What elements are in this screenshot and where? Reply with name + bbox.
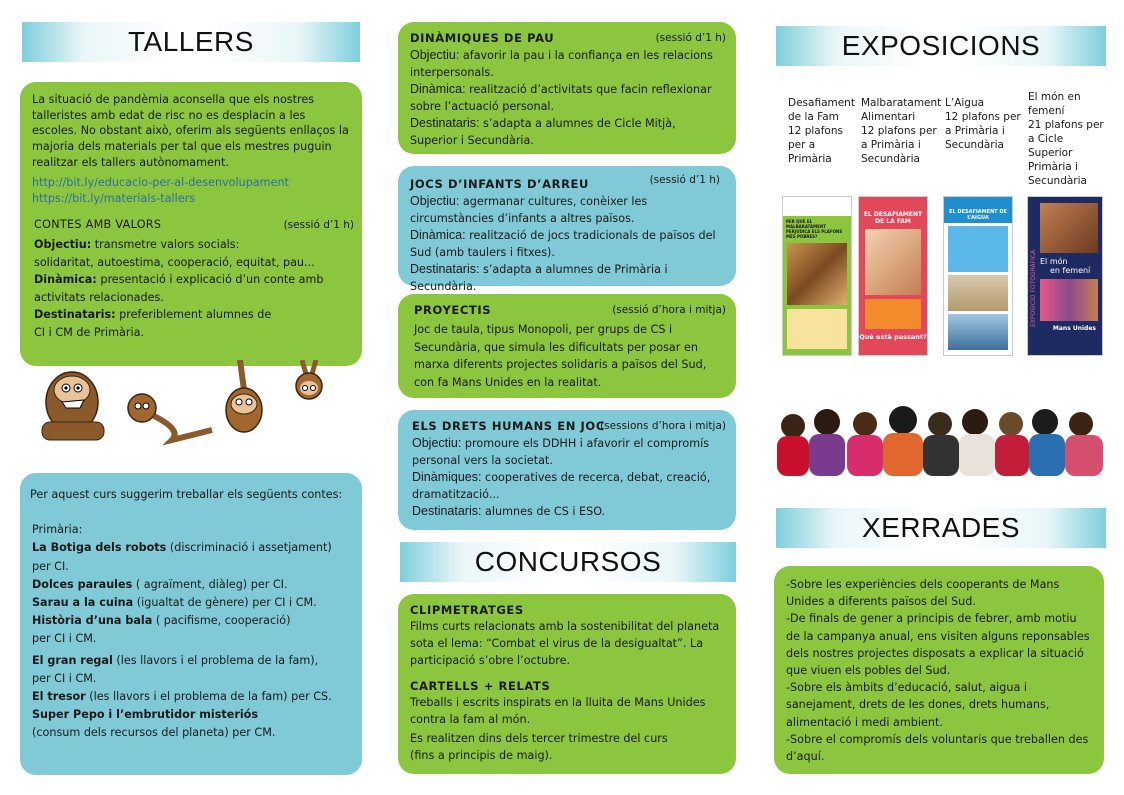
xerrades-box [774, 566, 1104, 774]
contes-box [20, 473, 362, 775]
conte-title: La Botiga dels robots [32, 541, 167, 555]
expo-detail: 12 plafons per a Primària [788, 125, 843, 165]
conte-desc: (les llavors i el problema de la fam) per CS. [85, 690, 332, 704]
expo-name: El món en femení [1028, 91, 1081, 117]
proyectis-text: Joc de taula, tipus Monopoli, per grups de CS i Secundària, que simula les dificultats per posar en marxa diferents projectes solidaris a països del Sud, con fa Mans Unides en la realitat. [414, 323, 707, 389]
contes-din-text: presentació i explicació d’un conte amb [96, 273, 324, 287]
jocs-dest-label: Destinataris: [410, 262, 480, 277]
monkeys-illustration [22, 360, 342, 446]
dinamiques-obj-text: afavorir la pau i la confiança en les relacions interpersonals. [410, 49, 713, 80]
poster4-title-b: en femení [1050, 266, 1091, 275]
dinamiques-obj-label: Objectiu: [410, 48, 460, 63]
poster-fam [858, 196, 928, 356]
contes-intro: Per aquest curs suggerim treballar els següents contes: [30, 488, 343, 501]
poster4-photo-icon [1040, 203, 1098, 253]
expo-detail: 21 plafons per a Cicle Superior Primària i Secundària [1028, 119, 1104, 187]
header-xerrades [776, 508, 1106, 548]
drets-din-label: Dinàmiques: [412, 470, 482, 485]
contes-dest-label: Destinataris: [34, 308, 116, 322]
drets-obj-text: promoure els DDHH i afavorir el compromís personal vers la societat. [412, 437, 710, 468]
conte-item-3 [32, 612, 350, 648]
poster4-faces-icon [1040, 279, 1098, 321]
expo-item-2 [945, 96, 1021, 152]
jocs-din-text: realització de jocs tradicionals de països del Sud (amb taulers i fitxes). [410, 229, 716, 260]
link-educacio[interactable]: http://bit.ly/educacio-per-al-desenvolupament [32, 175, 289, 189]
contes-obj-label: Objectiu: [34, 238, 92, 252]
conte-desc: (igualtat de gènere) per CI i CM. [133, 596, 317, 610]
drets-box [398, 410, 736, 530]
poster3-glacier-icon [948, 314, 1008, 350]
conte-item-2 [32, 594, 350, 612]
conte-item-4 [32, 652, 350, 688]
conte-title: Sarau a la cuina [32, 596, 134, 610]
monkey-sitting-icon [128, 394, 212, 440]
dinamiques-din-label: Dinàmica: [410, 82, 466, 97]
poster1-photo-icon [787, 243, 847, 305]
header-tallers [22, 22, 360, 62]
poster2-panel-icon [865, 299, 921, 329]
poster3-map-icon [948, 226, 1008, 272]
poster2-head: EL DESAFIAMENT DE LA FAM [863, 211, 923, 225]
dinamiques-dest-label: Destinataris: [410, 116, 480, 131]
proyectis-box [398, 294, 736, 398]
jocs-box [398, 166, 736, 294]
cartells-text2: Es realitzen dins dels tercer trimestre del curs [410, 732, 668, 746]
dinamiques-session: (sessió d’1 h) [655, 32, 726, 44]
conte-desc: ( agraïment, diàleg) per CI. [132, 577, 288, 591]
conte-line2: (consum dels recursos del planeta) per CM. [32, 726, 276, 740]
jocs-title: JOCS D’INFANTS D’ARREU [410, 177, 589, 191]
xerrada-item: -Sobre el compromís dels voluntaris que treballen des d’aquí. [786, 732, 1089, 764]
drets-dest-label: Destinataris: [412, 504, 482, 519]
tallers-intro-box [20, 82, 362, 366]
conte-item-0 [32, 539, 350, 575]
link-materials[interactable]: https://bit.ly/materials-tallers [32, 191, 196, 205]
monkey-thinking-icon [42, 372, 104, 440]
cartells-title: CARTELLS + RELATS [410, 679, 551, 694]
clipmetratges-text: Films curts relacionats amb la sostenibilitat del planeta sota el lema: “Combat el virus de la desigualtat”. La participació s’obre l’octubre. [410, 620, 720, 668]
conte-item-5 [32, 688, 350, 706]
expo-name: Desafiament de la Fam [788, 97, 855, 123]
jocs-session: (sessió d’1 h) [649, 174, 720, 186]
poster3-head: EL DESAFIAMENT DE L’AIGUA [944, 197, 1012, 223]
cartells-text1: Treballs i escrits inspirats en la lluita de Mans Unides contra la fam al món. [410, 696, 706, 727]
poster1-panel-icon [787, 309, 847, 349]
conte-line2: per CI i CM. [32, 632, 97, 646]
conte-title: Història d’una bala [32, 614, 153, 628]
proyectis-session: (sessió d’hora i mitja) [612, 304, 726, 316]
dinamiques-box [398, 22, 736, 154]
poster2-sub: Què està passant? [859, 333, 927, 341]
xerrada-item: -Sobre les experiències dels cooperants de Mans Unides a diferents països del Sud. [786, 578, 1060, 609]
jocs-obj-label: Objectiu: [410, 194, 460, 209]
contes-dest-text: preferiblement alumnes de [115, 308, 272, 322]
dinamiques-din-text: realització d’activitats que facin reflexionar sobre l’actuació personal. [410, 83, 712, 114]
poster2-photo-icon [865, 229, 921, 295]
contes-title: CONTES AMB VALORS [34, 217, 162, 231]
contes-primaria: Primària: [32, 523, 83, 537]
conte-desc: ( pacifisme, cooperació) [152, 614, 291, 628]
header-xerrades-text: XERRADES [861, 512, 1021, 543]
monkey-upside-down-icon [296, 360, 322, 399]
conte-line2: per CI. [32, 559, 69, 573]
header-exposicions-text: EXPOSICIONS [841, 30, 1041, 61]
expo-item-3 [1028, 90, 1110, 188]
conte-title: Super Pepo i l’embrutidor misteriós [32, 708, 259, 722]
conte-item-1 [32, 576, 350, 594]
header-concursos-text: CONCURSOS [474, 546, 662, 577]
conte-desc: (discriminació i assetjament) [166, 541, 332, 555]
tallers-intro-text: La situació de pandèmia aconsella que els nostres talleristes amb edat de risc no es desplacin a les escoles. No obstant això, oferim als següents enllaços la majoria dels materials per tal que els mestres puguin realitzar els tallers autònomament. [32, 93, 349, 169]
monkey-hanging-icon [226, 360, 262, 432]
expo-detail: 12 plafons per a Primària i Secundària [945, 111, 1021, 151]
xerrada-item: -Sobre els àmbits d’educació, salut, aigua i sanejament, drets de les dones, drets humans, alimentació i medi ambient. [786, 681, 1050, 729]
xerrada-item: -De finals de gener a principis de febrer, amb motiu de la campanya anual, ens visiten alguns reponsables dels nostres projectes disposats a explicar la situació que viuen els pobles del Sud. [786, 612, 1090, 678]
jocs-obj-text: agermanar cultures, conèixer les circumstàncies d’infants a altres països. [410, 195, 648, 226]
drets-obj-label: Objectiu: [412, 436, 462, 451]
expo-item-1 [861, 96, 942, 166]
conte-desc: (les llavors i el problema de la fam), [112, 653, 319, 667]
expo-name: Malbaratament Alimentari [861, 97, 942, 123]
contes-session: (sessió d’1 h) [283, 218, 354, 231]
drets-dest-text: alumnes de CS i ESO. [481, 505, 606, 519]
conte-title: El tresor [32, 690, 86, 704]
drets-din-text: cooperatives de recerca, debat, creació, dramatització... [412, 471, 711, 502]
contes-dest-text2: CI i CM de Primària. [34, 325, 145, 339]
expo-detail: 12 plafons per a Primària i Secundària [861, 125, 937, 165]
header-concursos [400, 542, 736, 582]
proyectis-title: PROYECTIS [414, 303, 492, 317]
poster1-head: PER QUÈ EL MALBARATAMENT PERJUDICA ELS PLAFONS MÉS POBRES? [786, 219, 843, 239]
expo-item-0 [788, 96, 858, 166]
poster3-photo-icon [948, 275, 1008, 311]
header-tallers-text: TALLERS [128, 26, 254, 57]
drets-session: (sessions d’hora i mitja) [600, 420, 726, 432]
dinamiques-dest-text: s’adapta a alumnes de Cicle Mitjà, Superior i Secundària. [410, 117, 676, 148]
poster4-side: EXPOSICIÓ FOTOGRÀFICA [1030, 249, 1037, 327]
contes-obj-text2: solidaritat, autoestima, cooperació, equitat, pau... [34, 255, 315, 269]
poster4-title-a: El món [1040, 257, 1068, 266]
drets-title: ELS DRETS HUMANS EN JOC [412, 419, 605, 433]
clipmetratges-title: CLIPMETRATGES [410, 603, 524, 617]
poster-aigua [943, 196, 1013, 356]
concursos-box [398, 594, 736, 774]
dinamiques-title: DINÀMIQUES DE PAU [410, 31, 555, 45]
conte-item-6 [32, 706, 350, 742]
jocs-din-label: Dinàmica: [410, 228, 466, 243]
children-photo [775, 400, 1105, 476]
children-group-icon [777, 406, 1103, 476]
conte-line2: per CI i CM. [32, 671, 97, 685]
header-exposicions [776, 26, 1106, 66]
conte-title: Dolces paraules [32, 577, 133, 591]
contes-din-text2: activitats relacionades. [34, 290, 164, 304]
contes-din-label: Dinàmica: [34, 273, 97, 287]
cartells-text3: (fins a principis de maig). [410, 749, 553, 763]
jocs-dest-text: s’adapta a alumnes de Primària i Secundària. [410, 263, 668, 294]
conte-title: El gran regal [32, 653, 113, 667]
poster-mon-femeni [1027, 196, 1103, 356]
poster-malbaratament [782, 196, 852, 356]
expo-name: L’Aigua [945, 97, 985, 109]
poster4-logo: Mans Unides [1052, 325, 1096, 332]
contes-obj-text: transmetre valors socials: [91, 238, 240, 252]
